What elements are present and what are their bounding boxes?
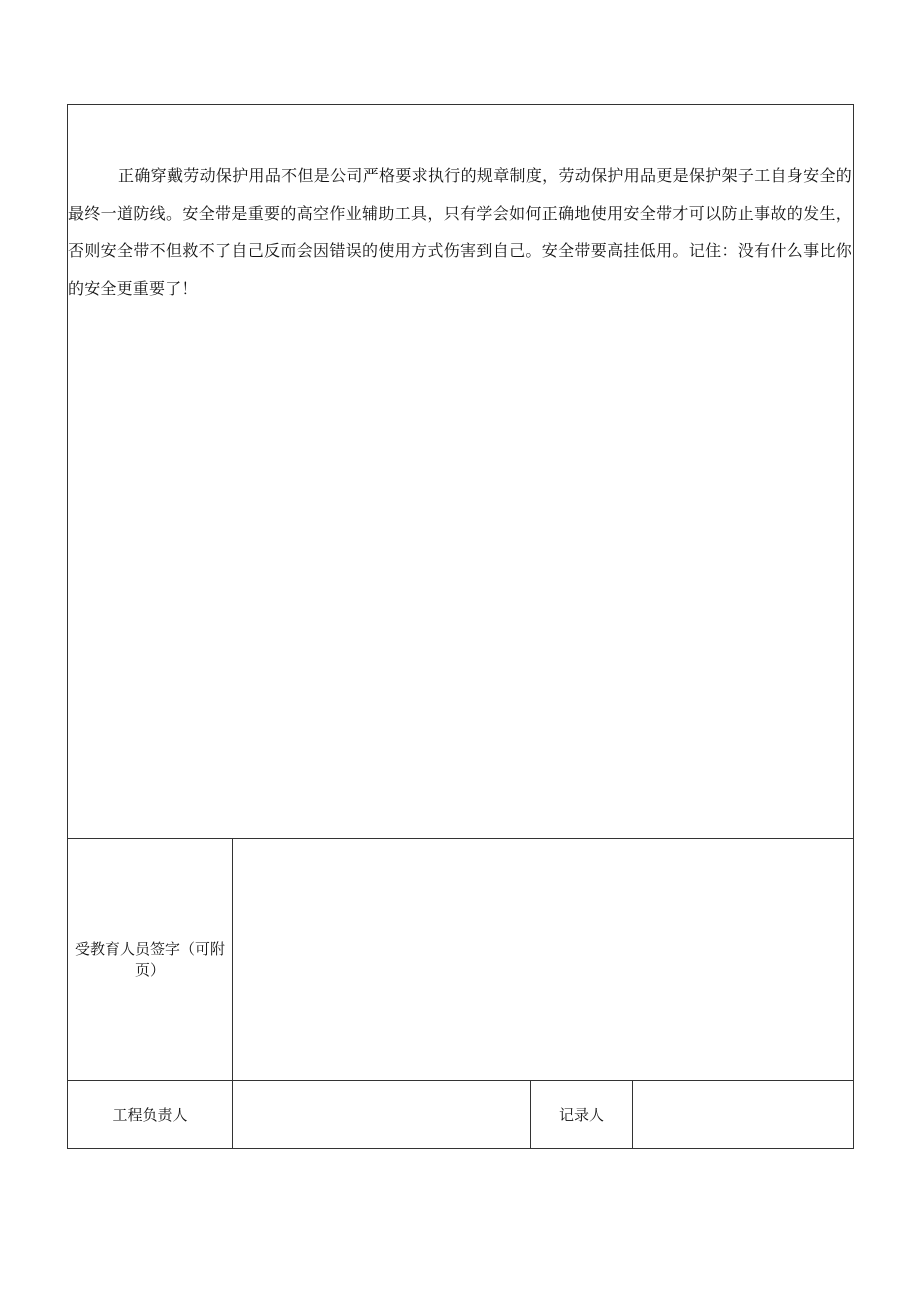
- project-leader-label: 工程负责人: [68, 1081, 233, 1149]
- body-paragraph: 正确穿戴劳动保护用品不但是公司严格要求执行的规章制度，劳动保护用品更是保护架子工自身安全的最终一道防线。安全带是重要的高空作业辅助工具，只有学会如何正确地使用安全带才可以防止事故的发生，否则安全带不但救不了自己反而会因错误的使用方式伤害到自己。安全带要高挂低用。记住：没有什么事比你的安全更重要了！: [68, 166, 852, 298]
- signature-area[interactable]: [233, 839, 854, 1081]
- recorder-label: 记录人: [531, 1081, 633, 1149]
- content-cell: [68, 105, 854, 839]
- project-leader-field[interactable]: [233, 1081, 531, 1149]
- recorder-field[interactable]: [633, 1081, 854, 1149]
- signature-label: 受教育人员签字（可附页）: [68, 839, 233, 1081]
- training-record-form: [67, 104, 854, 1149]
